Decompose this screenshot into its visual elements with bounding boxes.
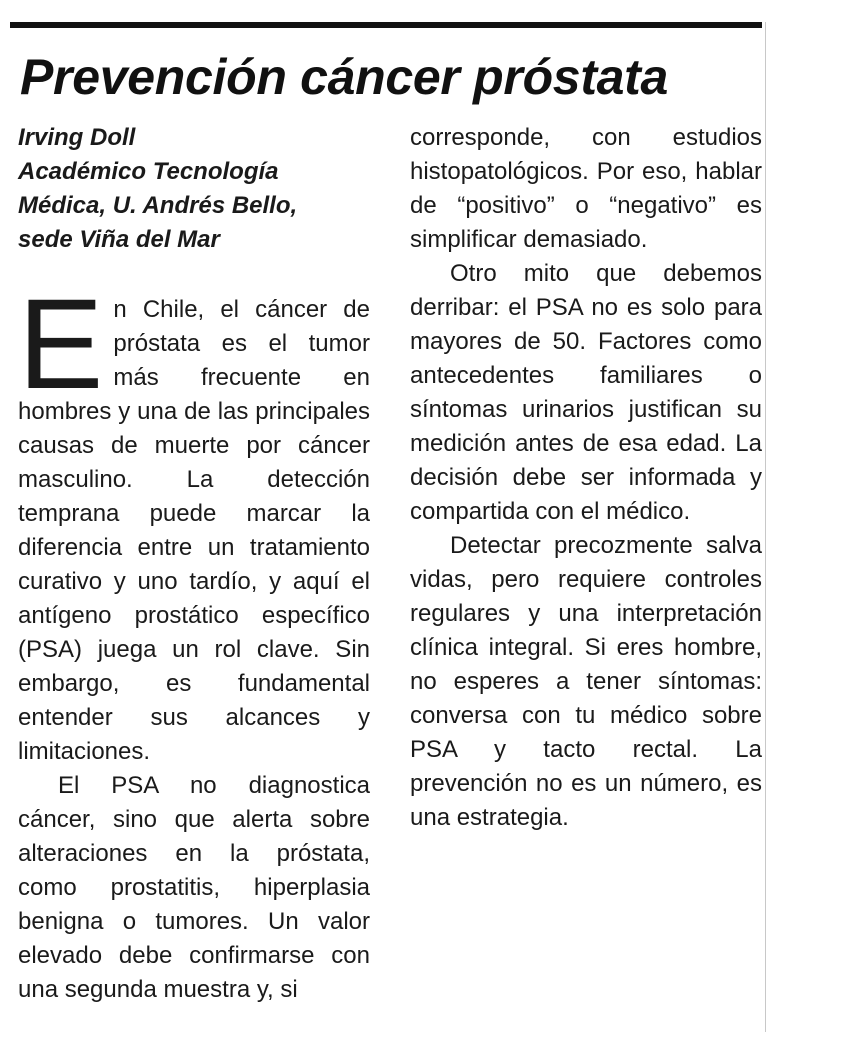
author-role-1: Académico Tecnología	[18, 158, 279, 185]
paragraph-1	[18, 273, 370, 769]
paragraph-4	[410, 529, 762, 835]
paragraph-2-text: El PSA no diagnostica cáncer, sino que alerta sobre alteraciones en la próstata, como prostatitis, hiperplasia benigna o tumores. Un valor elevado debe confirmarse con una segunda muestra y, si	[18, 772, 370, 1003]
author-role-2: Médica, U. Andrés Bello,	[18, 192, 298, 219]
paragraph-1-text: n Chile, el cáncer de próstata es el tumor más frecuente en hombres y una de las principales causas de muerte por cáncer masculino. La detección temprana puede marcar la diferencia entre un tratamiento curativo y uno tardío, y aquí el antígeno prostático específico (PSA) juega un rol clave. Sin embargo, es fundamental entender sus alcances y limitaciones.	[18, 296, 370, 765]
author-role-3: sede Viña del Mar	[18, 226, 220, 253]
author-name: Irving Doll	[18, 124, 136, 151]
article-column-right	[410, 121, 762, 835]
paragraph-2	[18, 769, 370, 1007]
paragraph-4-text: Detectar precozmente salva vidas, pero requiere controles regulares y una interpretación clínica integral. Si eres hombre, no esperes a tener síntomas: conversa con tu médico sobre PSA y tacto rectal. La prevención no es un número, es una estrategia.	[410, 532, 762, 831]
top-rule	[10, 22, 762, 28]
author-byline	[18, 121, 378, 257]
article-title: Prevención cáncer próstata	[20, 49, 669, 105]
column-border	[765, 22, 766, 1032]
drop-cap: E	[18, 273, 104, 416]
paragraph-3	[410, 257, 762, 529]
paragraph-3-text: Otro mito que debemos derribar: el PSA no es solo para mayores de 50. Factores como antecedentes familiares o síntomas urinarios justifican su medición antes de esa edad. La decisión debe ser informada y compartida con el médico.	[410, 260, 762, 525]
article-column-left	[18, 273, 370, 1007]
paragraph-2-continued: corresponde, con estudios histopatológicos. Por eso, hablar de “positivo” o “negativo” es simplificar demasiado.	[410, 124, 762, 253]
